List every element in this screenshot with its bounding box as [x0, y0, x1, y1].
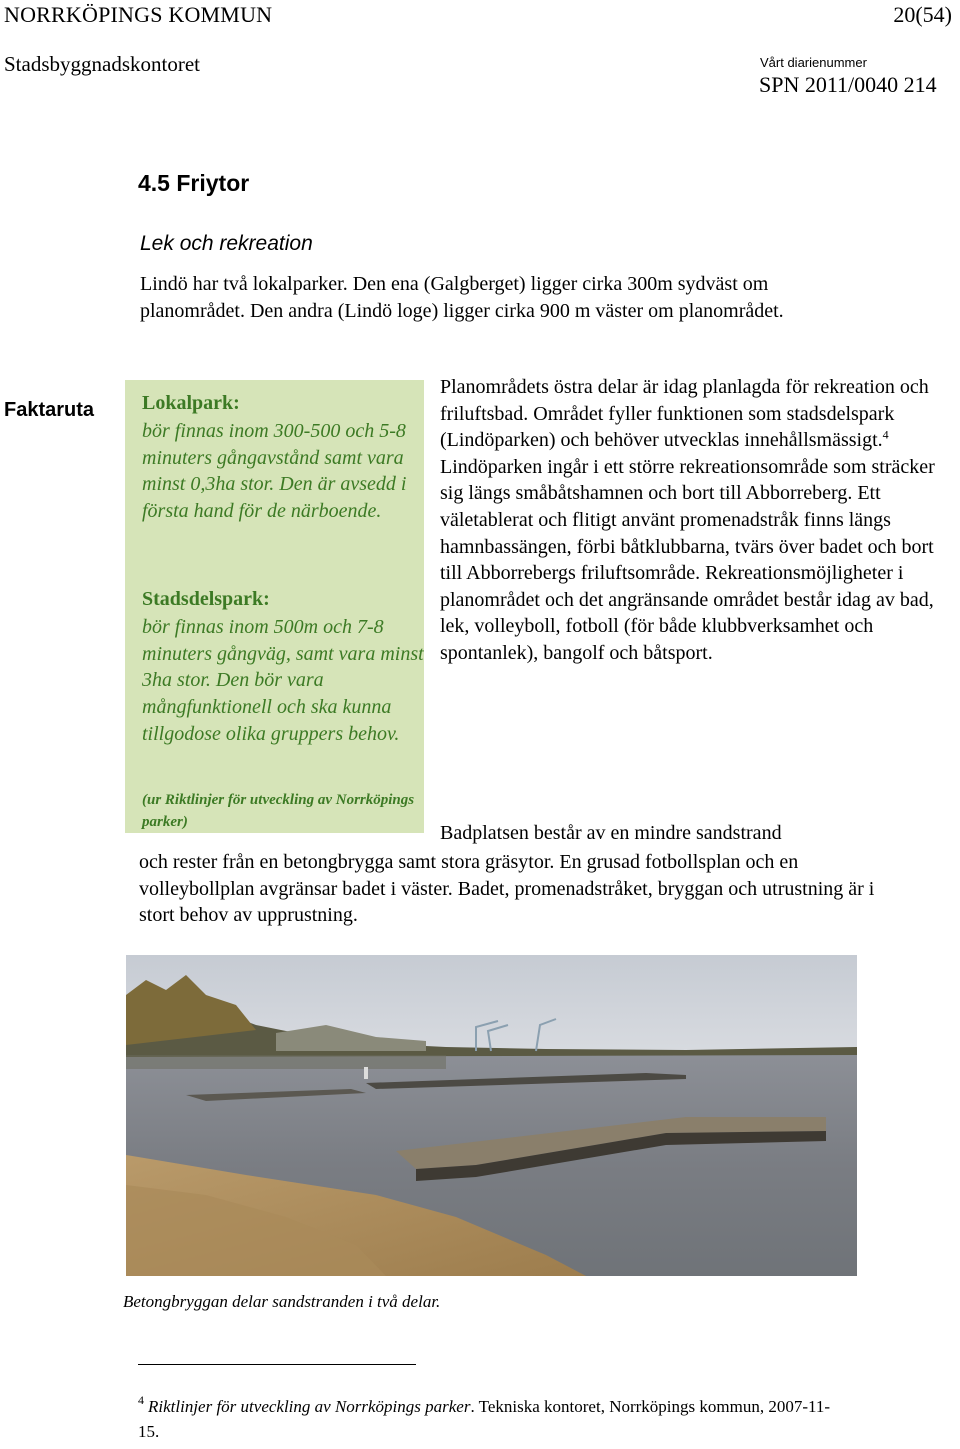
stadsdelspark-text: bör finnas inom 500m och 7-8 minuters gångväg, samt vara minst 3ha stor. Den bör vara mångfunktionell och ska kunna tillgodose olika gruppers behov.: [142, 616, 424, 745]
footnote-title: Riktlinjer för utveckling av Norrköpings parker: [148, 1397, 471, 1416]
organization-name: NORRKÖPINGS KOMMUN: [4, 2, 273, 27]
faktaruta-box: [125, 380, 424, 833]
right-column-part2: Lindöparken ingår i ett större rekreationsområde som sträcker sig längs småbåtshamnen och bort till Abborreberg. Ett väletablerat och flitigt använt promenadstråk finns längs hamnbassängen, förbi båtklubbarna, tvärs över badet och bort till Abborrebergs friluftsområde. Rekreationsmöjligheter i planområdet och det angränsande området består idag av bad, lek, volleyboll, fotboll (för både klubbverksamhet och spontanlek), bangolf och båtsport.: [440, 455, 935, 664]
right-column-paragraph: [440, 374, 940, 667]
badplats-first-line: Badplatsen består av en mindre sandstrand: [440, 822, 782, 844]
section-heading: 4.5 Friytor: [138, 170, 250, 196]
photo-concrete-pier: [126, 955, 857, 1276]
footnote-text: . Tekniska kontoret, Norrköpings kommun, 2007-11-15.: [138, 1397, 831, 1441]
page-number: 20(54): [893, 2, 952, 27]
diarie-number: SPN 2011/0040 214: [759, 72, 937, 97]
footnote-reference[interactable]: 4: [882, 427, 889, 442]
footnote-divider: [138, 1364, 416, 1365]
office-name: Stadsbyggnadskontoret: [4, 52, 200, 76]
lokalpark-text: bör finnas inom 300-500 och 5-8 minuters gångavstånd samt vara minst 0,3ha stor. Den är avsedd i första hand för de närboende.: [142, 420, 407, 523]
figure-caption: Betongbryggan delar sandstranden i två delar.: [123, 1292, 441, 1311]
footnote-mark: 4: [138, 1393, 144, 1407]
intro-paragraph: Lindö har två lokalparker. Den ena (Galgberget) ligger cirka 300m sydväst om planområdet. Den andra (Lindö loge) ligger cirka 900 m väster om planområdet.: [140, 273, 784, 322]
diarie-label: Vårt diarienummer: [760, 55, 867, 70]
lokalpark-title: Lokalpark:: [142, 392, 240, 414]
footnote: [138, 1395, 838, 1443]
faktaruta-source: (ur Riktlinjer för utveckling av Norrköpings parker): [142, 792, 415, 830]
stadsdelspark-title: Stadsdelspark:: [142, 588, 270, 610]
subsection-heading: Lek och rekreation: [140, 232, 313, 255]
right-column-part1: Planområdets östra delar är idag planlagda för rekreation och friluftsbad. Området fyller funktionen som stadsdelspark (Lindöparken) och behöver utvecklas innehållsmässigt.: [440, 376, 929, 452]
badplats-paragraph: och rester från en betongbrygga samt stora gräsytor. En grusad fotbollsplan och en volleybollplan avgränsar badet i väster. Badet, promenadstråket, bryggan och utrustning är i stort behov av upprustning.: [139, 851, 875, 926]
faktaruta-label: Faktaruta: [4, 399, 95, 421]
